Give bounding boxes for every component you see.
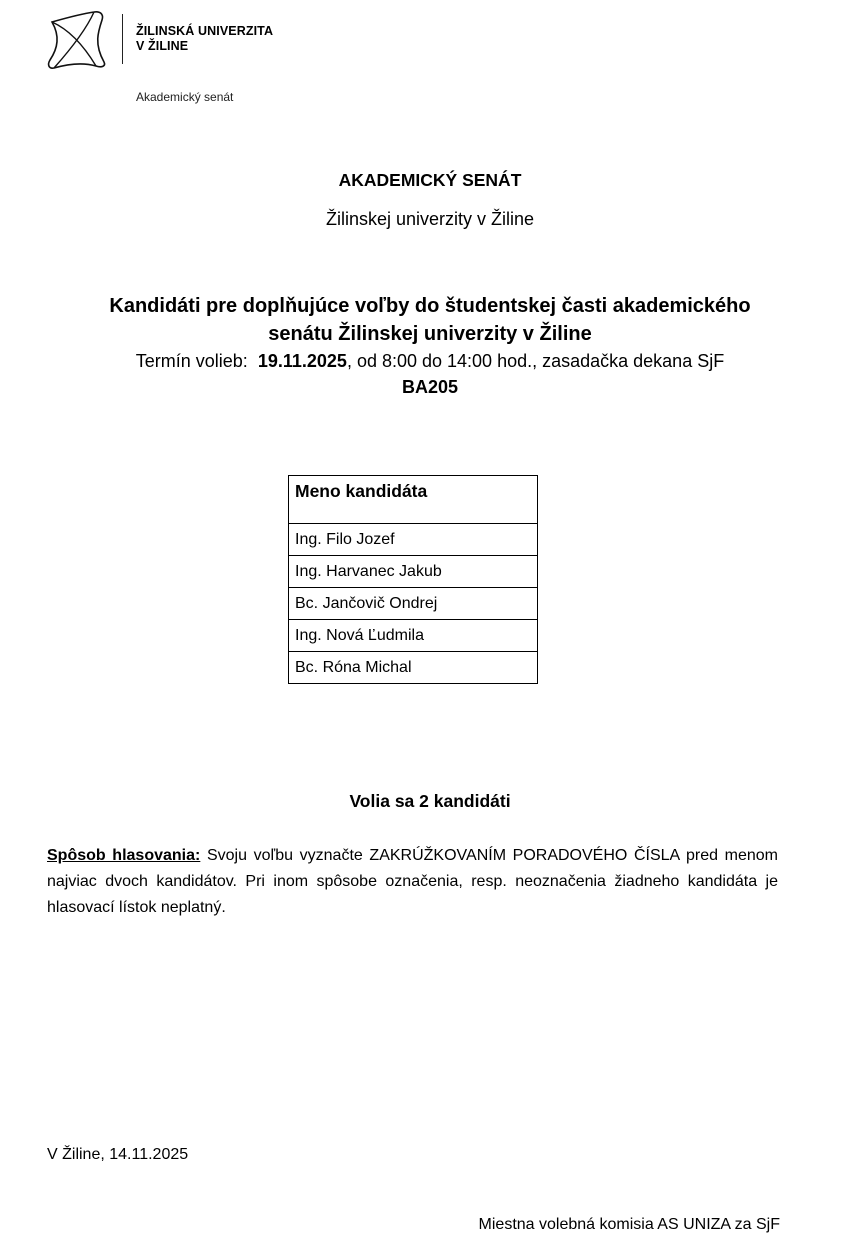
term-room: BA205 <box>401 377 459 397</box>
table-row <box>289 524 538 556</box>
university-name-line2: V ŽILINE <box>136 39 189 53</box>
candidate-name: Ing. Nová Ľudmila <box>289 620 538 652</box>
term-date: 19.11.2025 <box>257 351 347 371</box>
election-term <box>0 348 860 400</box>
table-row <box>289 556 538 588</box>
university-logo-icon <box>46 10 108 70</box>
table-row <box>289 652 538 684</box>
candidate-count-note: Volia sa 2 kandidáti <box>349 791 511 811</box>
election-title <box>0 292 860 348</box>
voting-instructions <box>47 843 778 921</box>
table-row <box>289 588 538 620</box>
university-subheading: Žilinskej univerzity v Žiline <box>325 209 535 229</box>
table-row <box>289 620 538 652</box>
term-details: , od 8:00 do 14:00 hod., zasadačka dekana SjF <box>346 351 725 371</box>
university-name-line1: ŽILINSKÁ UNIVERZITA <box>136 24 274 38</box>
logo-divider <box>122 14 123 64</box>
term-label: Termín volieb: <box>135 351 248 371</box>
senate-heading: AKADEMICKÝ SENÁT <box>338 170 522 190</box>
election-title-line1: Kandidáti pre doplňujúce voľby do študentskej časti akademického <box>109 295 751 317</box>
commission-signature: Miestna volebná komisia AS UNIZA za SjF <box>478 1216 780 1233</box>
candidate-name: Ing. Harvanec Jakub <box>289 556 538 588</box>
place-date: V Žiline, 14.11.2025 <box>47 1146 189 1163</box>
candidate-name: Bc. Róna Michal <box>289 652 538 684</box>
university-name <box>136 24 273 54</box>
voting-label: Spôsob hlasovania: <box>47 847 201 864</box>
candidate-name: Bc. Jančovič Ondrej <box>289 588 538 620</box>
candidates-table <box>288 475 538 684</box>
election-title-line2: senátu Žilinskej univerzity v Žiline <box>268 323 592 345</box>
table-header: Meno kandidáta <box>289 476 538 524</box>
candidate-name: Ing. Filo Jozef <box>289 524 538 556</box>
logo-subtitle: Akademický senát <box>136 90 234 104</box>
voting-text: Svoju voľbu vyznačte ZAKRÚŽKOVANÍM PORADOVÉHO ČÍSLA pred menom najviac dvoch kandidátov. Pri inom spôsobe označenia, resp. neoznačenia žiadneho kandidáta je hlasovací lístok neplatný. <box>47 847 778 916</box>
